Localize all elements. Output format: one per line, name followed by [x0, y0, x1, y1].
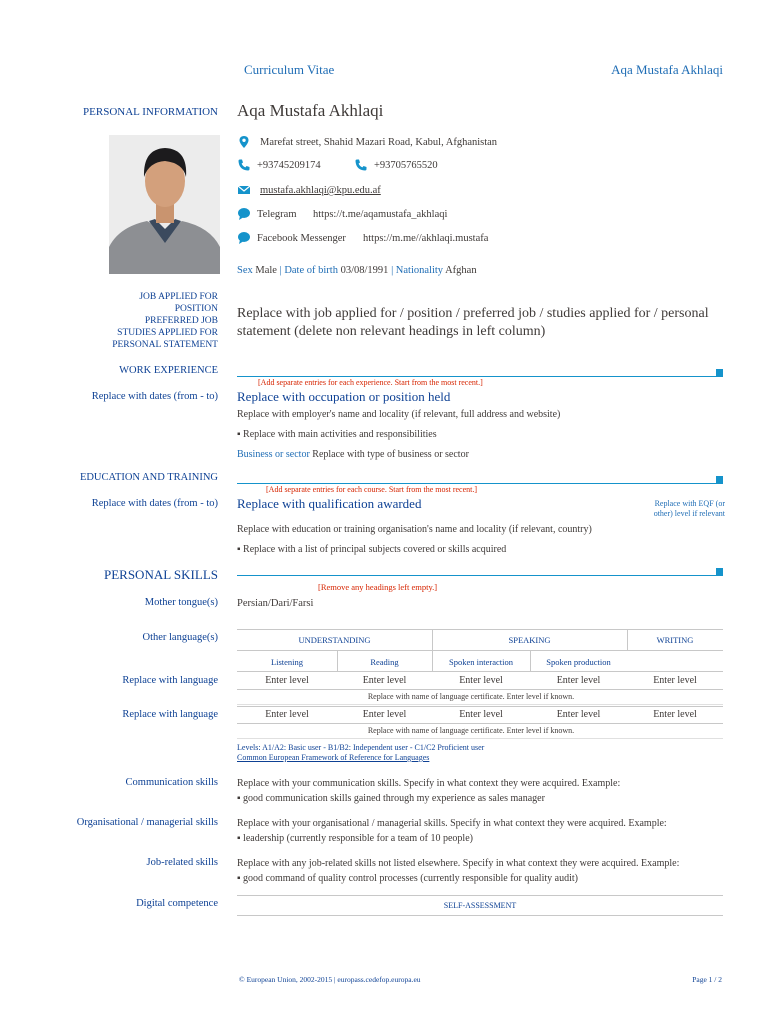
level-spoken-interaction[interactable]: Enter level	[459, 709, 503, 720]
section-divider	[237, 483, 723, 484]
job-applied-label	[112, 291, 218, 351]
personal-details-line	[237, 264, 477, 277]
table-rule	[237, 915, 723, 916]
cefr-link[interactable]: Common European Framework of Reference for Languages	[237, 753, 430, 762]
education-note: [Add separate entries for each course. Start from the most recent.]	[266, 485, 478, 494]
dob-label: Date of birth	[284, 265, 338, 276]
level-writing[interactable]: Enter level	[653, 675, 697, 686]
organisational-example: ▪ leadership (currently responsible for a team of 10 people)	[237, 833, 473, 844]
level-reading[interactable]: Enter level	[362, 675, 407, 686]
messenger-link[interactable]: https://m.me//akhlaqi.mustafa	[363, 233, 489, 244]
separator: |	[279, 265, 282, 276]
work-experience-label: WORK EXPERIENCE	[119, 365, 218, 376]
sub-listening: Listening	[270, 657, 304, 667]
job-label-line: PERSONAL STATEMENT	[112, 340, 218, 350]
work-occupation: Replace with occupation or position held	[237, 389, 451, 404]
footer-page-number: Page 1 / 2	[692, 975, 722, 984]
level-listening[interactable]: Enter level	[265, 709, 309, 720]
nationality-value: Afghan	[445, 265, 477, 276]
nationality-label: Nationality	[395, 265, 444, 276]
level-spoken-production[interactable]: Enter level	[556, 709, 601, 720]
level-listening[interactable]: Enter level	[265, 675, 309, 686]
education-qualification: Replace with qualification awarded	[237, 496, 422, 511]
job-skills-text: Replace with any job-related skills not listed elsewhere. Specify in what context they were acquired. Example:	[237, 858, 680, 869]
job-skills-example: ▪ good command of quality control processes (currently responsible for quality audit)	[237, 873, 578, 884]
table-rule	[237, 629, 723, 630]
organisational-text: Replace with your organisational / managerial skills. Specify in what context they were acquired. Example:	[237, 818, 667, 829]
separator: |	[391, 265, 394, 276]
communication-label: Communication skills	[125, 777, 218, 788]
person-name: Aqa Mustafa Akhlaqi	[237, 101, 384, 120]
footer-copyright: © European Union, 2002-2015 | europass.cedefop.europa.eu	[239, 975, 421, 984]
section-divider-marker	[716, 476, 723, 483]
sub-spoken-interaction: Spoken interaction	[449, 657, 513, 667]
phone-icon	[354, 158, 368, 172]
table-rule	[237, 738, 723, 739]
sex-label: Sex	[237, 265, 253, 276]
digital-competence-label: Digital competence	[136, 898, 218, 909]
work-activities: ▪ Replace with main activities and responsibilities	[237, 429, 437, 440]
business-value: Replace with type of business or sector	[312, 449, 469, 460]
education-dates: Replace with dates (from - to)	[91, 498, 218, 509]
col-understanding: UNDERSTANDING	[298, 635, 371, 645]
sub-spoken-production: Spoken production	[546, 657, 611, 667]
level-spoken-production[interactable]: Enter level	[556, 675, 601, 686]
section-divider	[237, 376, 723, 377]
address-text: Marefat street, Shahid Mazari Road, Kabul, Afghanistan	[260, 137, 498, 148]
other-languages-label: Other language(s)	[142, 632, 218, 643]
job-label-line: JOB APPLIED FOR	[139, 292, 218, 302]
language-name: Replace with language	[122, 709, 218, 720]
levels-note: Levels: A1/A2: Basic user - B1/B2: Independent user - C1/C2 Proficient user	[237, 743, 485, 752]
education-label: EDUCATION AND TRAINING	[79, 472, 218, 483]
education-eqf: Replace with EQF (or other) level if relevant	[653, 499, 725, 518]
location-icon	[237, 135, 251, 149]
mother-tongue-label: Mother tongue(s)	[144, 597, 218, 608]
section-divider	[237, 575, 723, 576]
table-rule	[237, 671, 723, 672]
email-link[interactable]: mustafa.akhlaqi@kpu.edu.af	[260, 185, 381, 196]
table-rule	[237, 895, 723, 896]
job-label-line: POSITION	[174, 304, 218, 314]
job-applied-text: Replace with job applied for / position / preferred job / studies applied for / personal statement (delete non relevant headings in left column)	[237, 306, 709, 339]
sub-reading: Reading	[370, 657, 399, 667]
table-rule	[237, 650, 723, 651]
chat-icon	[237, 231, 251, 245]
communication-example: ▪ good communication skills gained through my experience as sales manager	[237, 793, 545, 804]
job-skills-label: Job-related skills	[146, 857, 218, 868]
job-label-line: PREFERRED JOB	[144, 316, 218, 326]
phone-2[interactable]: +93705765520	[374, 160, 438, 171]
col-speaking: SPEAKING	[508, 635, 551, 645]
section-divider-marker	[716, 369, 723, 376]
table-rule	[237, 704, 723, 705]
header-name: Aqa Mustafa Akhlaqi	[611, 62, 723, 77]
skills-note: [Remove any headings left empty.]	[318, 582, 438, 592]
organisational-label: Organisational / managerial skills	[76, 817, 218, 828]
level-spoken-interaction[interactable]: Enter level	[459, 675, 503, 686]
dob-value: 03/08/1991	[340, 265, 389, 276]
work-note: [Add separate entries for each experience. Start from the most recent.]	[258, 378, 483, 387]
language-certificate[interactable]: Replace with name of language certificate. Enter level if known.	[237, 690, 705, 704]
table-rule	[237, 706, 723, 707]
profile-photo	[109, 135, 220, 274]
email-icon	[237, 183, 251, 197]
phone-1[interactable]: +93745209174	[257, 160, 321, 171]
mother-tongue-value: Persian/Dari/Farsi	[237, 598, 314, 609]
work-dates: Replace with dates (from - to)	[91, 391, 218, 402]
col-writing: WRITING	[656, 635, 694, 645]
education-organisation: Replace with education or training organisation's name and locality (if relevant, country)	[237, 524, 592, 535]
job-label-line: STUDIES APPLIED FOR	[117, 328, 218, 338]
personal-info-label: PERSONAL INFORMATION	[83, 106, 218, 118]
section-divider-marker	[716, 568, 723, 575]
personal-skills-label: PERSONAL SKILLS	[103, 567, 218, 582]
level-reading[interactable]: Enter level	[362, 709, 407, 720]
language-certificate[interactable]: Replace with name of language certificate. Enter level if known.	[237, 724, 705, 738]
work-business	[237, 448, 469, 461]
messenger-label: Facebook Messenger	[257, 233, 346, 244]
education-subjects: ▪ Replace with a list of principal subjects covered or skills acquired	[237, 544, 507, 555]
telegram-link[interactable]: https://t.me/aqamustafa_akhlaqi	[313, 209, 448, 220]
phone-icon	[237, 158, 251, 172]
language-name: Replace with language	[122, 675, 218, 686]
work-employer: Replace with employer's name and locality (if relevant, full address and website)	[237, 409, 561, 420]
level-writing[interactable]: Enter level	[653, 709, 697, 720]
sex-value: Male	[255, 265, 277, 276]
chat-icon	[237, 207, 251, 221]
telegram-label: Telegram	[257, 209, 297, 220]
communication-text: Replace with your communication skills. Specify in what context they were acquired. Example:	[237, 778, 621, 789]
header-title: Curriculum Vitae	[244, 62, 335, 77]
business-label: Business or sector	[237, 449, 310, 460]
self-assessment-header: SELF-ASSESSMENT	[443, 901, 517, 910]
